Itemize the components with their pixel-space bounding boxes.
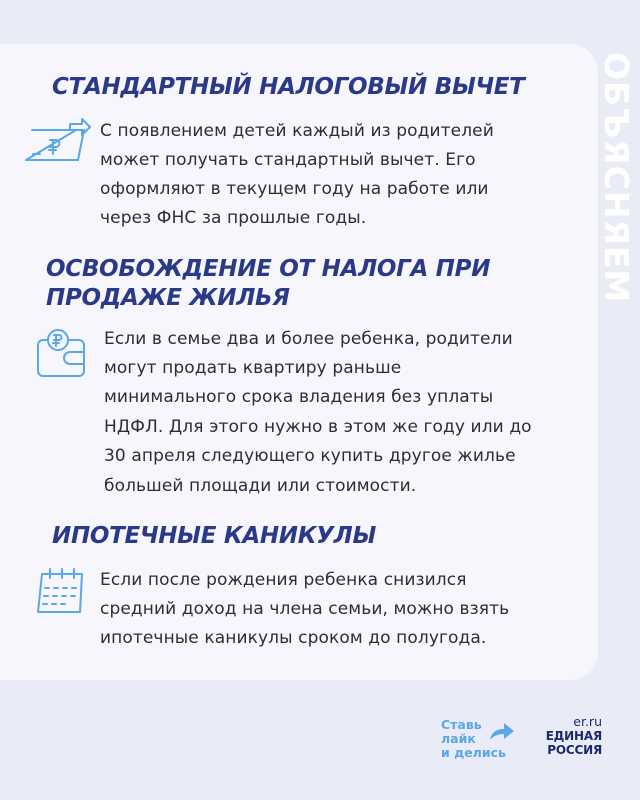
body-line: 30 апреля следующего купить другое жилье bbox=[104, 446, 516, 466]
body-line: НДФЛ. Для этого нужно в этом же году или до bbox=[104, 417, 532, 437]
body-line: ипотечные каникулы сроком до полугода. bbox=[100, 628, 487, 648]
body-line: может получать стандартный вычет. Его bbox=[100, 150, 476, 170]
body-line: большей площади или стоимости. bbox=[104, 476, 417, 496]
ruble-card-arrow-icon bbox=[24, 116, 92, 166]
cta-line: и делись bbox=[441, 745, 506, 760]
body-line: Если после рождения ребенка снизился bbox=[100, 570, 467, 590]
brand-logo bbox=[530, 715, 602, 757]
side-label: ОБЪЯСНЯЕМ bbox=[597, 52, 636, 304]
section-title-standard-deduction: СТАНДАРТНЫЙ НАЛОГОВЫЙ ВЫЧЕТ bbox=[52, 74, 525, 100]
body-line: через ФНС за прошлые годы. bbox=[100, 208, 367, 228]
share-arrow-icon bbox=[488, 720, 516, 742]
section-title-line: ОСВОБОЖДЕНИЕ ОТ НАЛОГА ПРИ bbox=[46, 256, 491, 282]
brand-name-line: ЕДИНАЯ bbox=[545, 729, 602, 743]
body-line: оформляют в текущем году на работе или bbox=[100, 179, 489, 199]
brand-name-line: РОССИЯ bbox=[547, 743, 602, 757]
section-title-mortgage-holidays: ИПОТЕЧНЫЕ КАНИКУЛЫ bbox=[52, 523, 377, 549]
section-title-line: ПРОДАЖЕ ЖИЛЬЯ bbox=[46, 285, 290, 311]
ruble-wallet-icon bbox=[34, 326, 88, 380]
cta-line: лайк bbox=[441, 731, 476, 746]
body-line: минимального срока владения без уплаты bbox=[104, 387, 494, 407]
calendar-icon bbox=[36, 566, 88, 616]
body-line: С появлением детей каждый из родителей bbox=[100, 121, 494, 141]
body-line: Если в семье два и более ребенка, родители bbox=[104, 329, 513, 349]
site-url[interactable]: er.ru bbox=[573, 714, 602, 729]
body-line: средний доход на члена семьи, можно взять bbox=[100, 599, 510, 619]
body-line: могут продать квартиру раньше bbox=[104, 358, 402, 378]
cta-line: Ставь bbox=[441, 717, 482, 732]
